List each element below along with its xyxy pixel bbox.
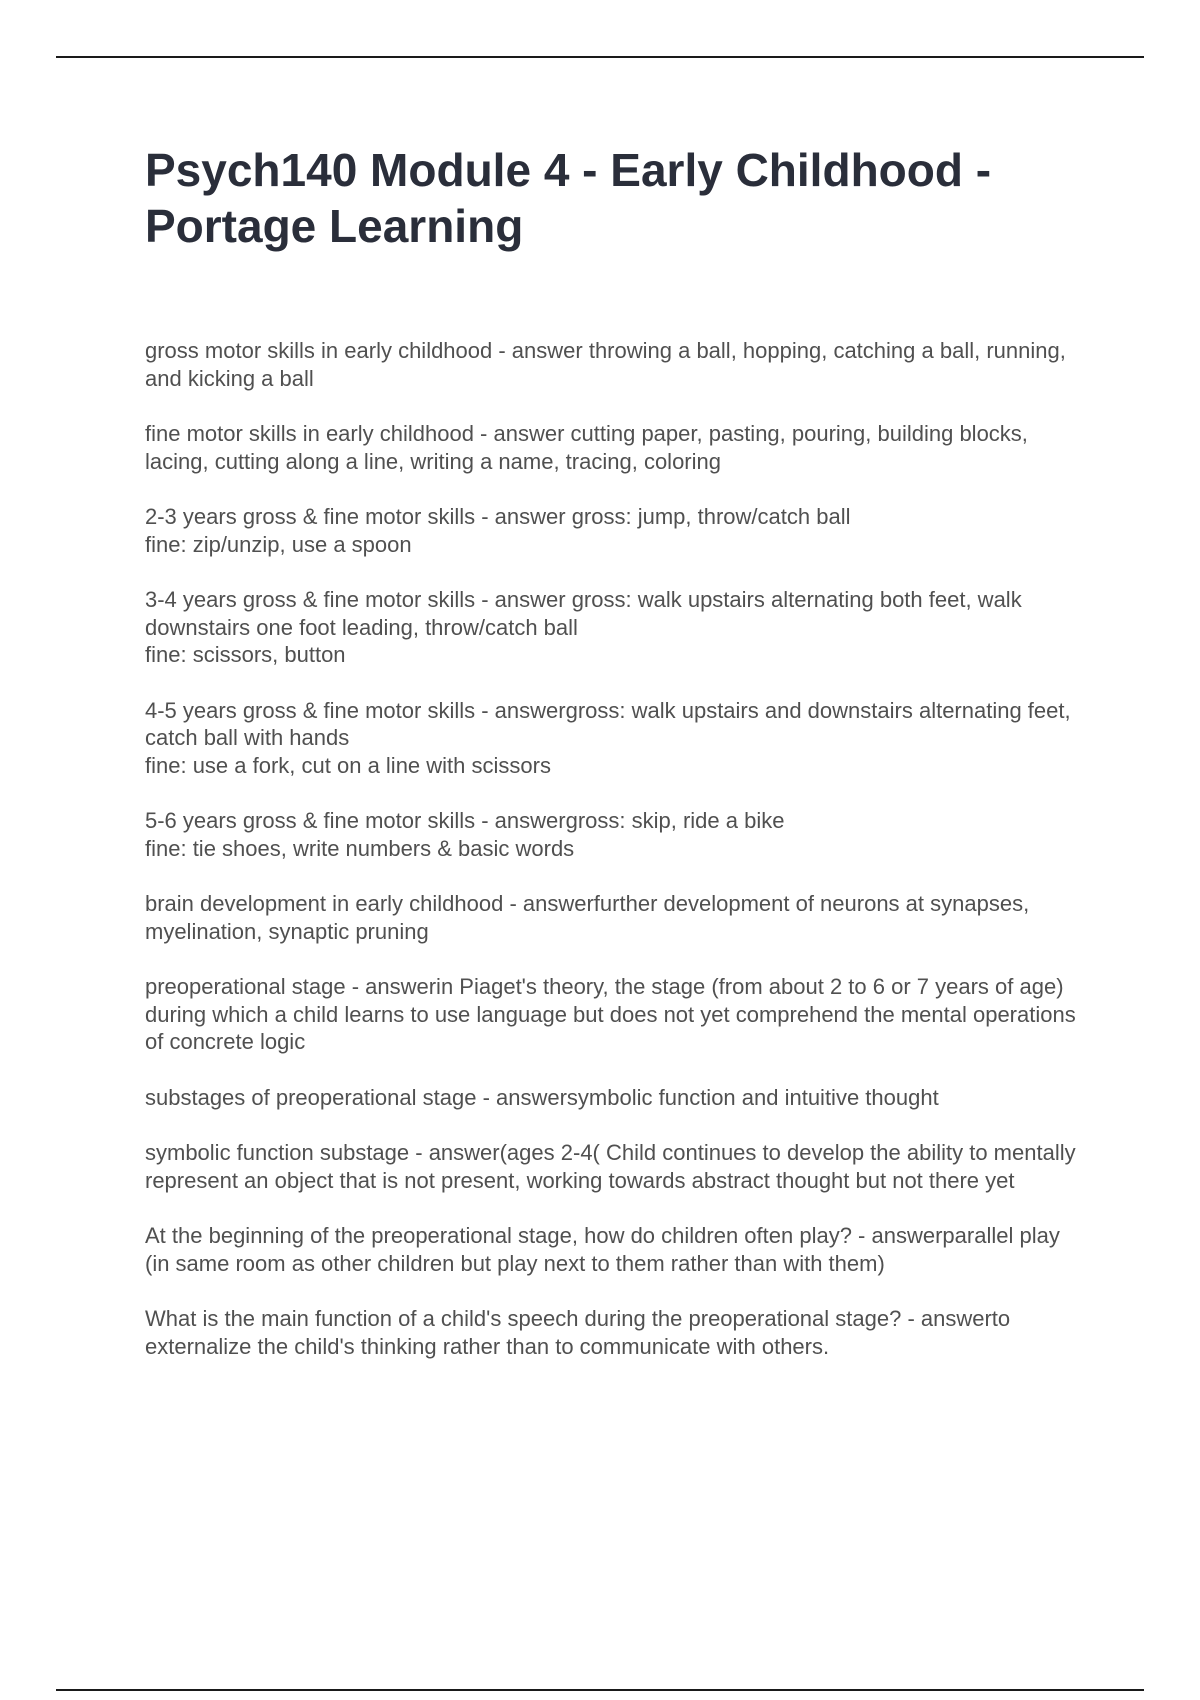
flashcard-entry: fine motor skills in early childhood - answer cutting paper, pasting, pouring, building blocks, lacing, cutting along a line, writing a name, tracing, coloring	[145, 421, 1028, 474]
flashcard-entry: 5-6 years gross & fine motor skills - answergross: skip, ride a bike fine: tie shoes, write numbers & basic words	[145, 808, 785, 861]
top-divider	[56, 56, 1144, 58]
bottom-divider	[56, 1689, 1144, 1691]
flashcard-entry: brain development in early childhood - answerfurther development of neurons at synapses, myelination, synaptic pruning	[145, 891, 1030, 944]
flashcard-entry: 4-5 years gross & fine motor skills - answergross: walk upstairs and downstairs alternating feet, catch ball with hands fine: use a fork, cut on a line with scissors	[145, 697, 1071, 778]
flashcard-entry: preoperational stage - answerin Piaget's theory, the stage (from about 2 to 6 or 7 years of age) during which a child learns to use language but does not yet comprehend the mental operations of concrete logic	[145, 974, 1076, 1054]
flashcard-entry: What is the main function of a child's speech during the preoperational stage? - answerto externalize the child's thinking rather than to communicate with others.	[145, 1306, 1011, 1359]
flashcard-entry: symbolic function substage - answer(ages 2-4( Child continues to develop the ability to mentally represent an object that is not present, working towards abstract thought but not there yet	[145, 1140, 1076, 1193]
flashcard-entry: At the beginning of the preoperational stage, how do children often play? - answerparallel play (in same room as other children but play next to them rather than with them)	[145, 1223, 1060, 1276]
flashcard-entry: substages of preoperational stage - answersymbolic function and intuitive thought	[145, 1084, 939, 1110]
document-title: Psych140 Module 4 - Early Childhood - Portage Learning	[145, 144, 992, 252]
flashcard-entry: 2-3 years gross & fine motor skills - answer gross: jump, throw/catch ball fine: zip/unzip, use a spoon	[145, 504, 851, 557]
flashcard-list	[145, 337, 1085, 1388]
flashcard-entry: gross motor skills in early childhood - answer throwing a ball, hopping, catching a ball, running, and kicking a ball	[145, 338, 1066, 391]
flashcard-entry: 3-4 years gross & fine motor skills - answer gross: walk upstairs alternating both feet, walk downstairs one foot leading, throw/catch ball fine: scissors, button	[145, 587, 1022, 667]
